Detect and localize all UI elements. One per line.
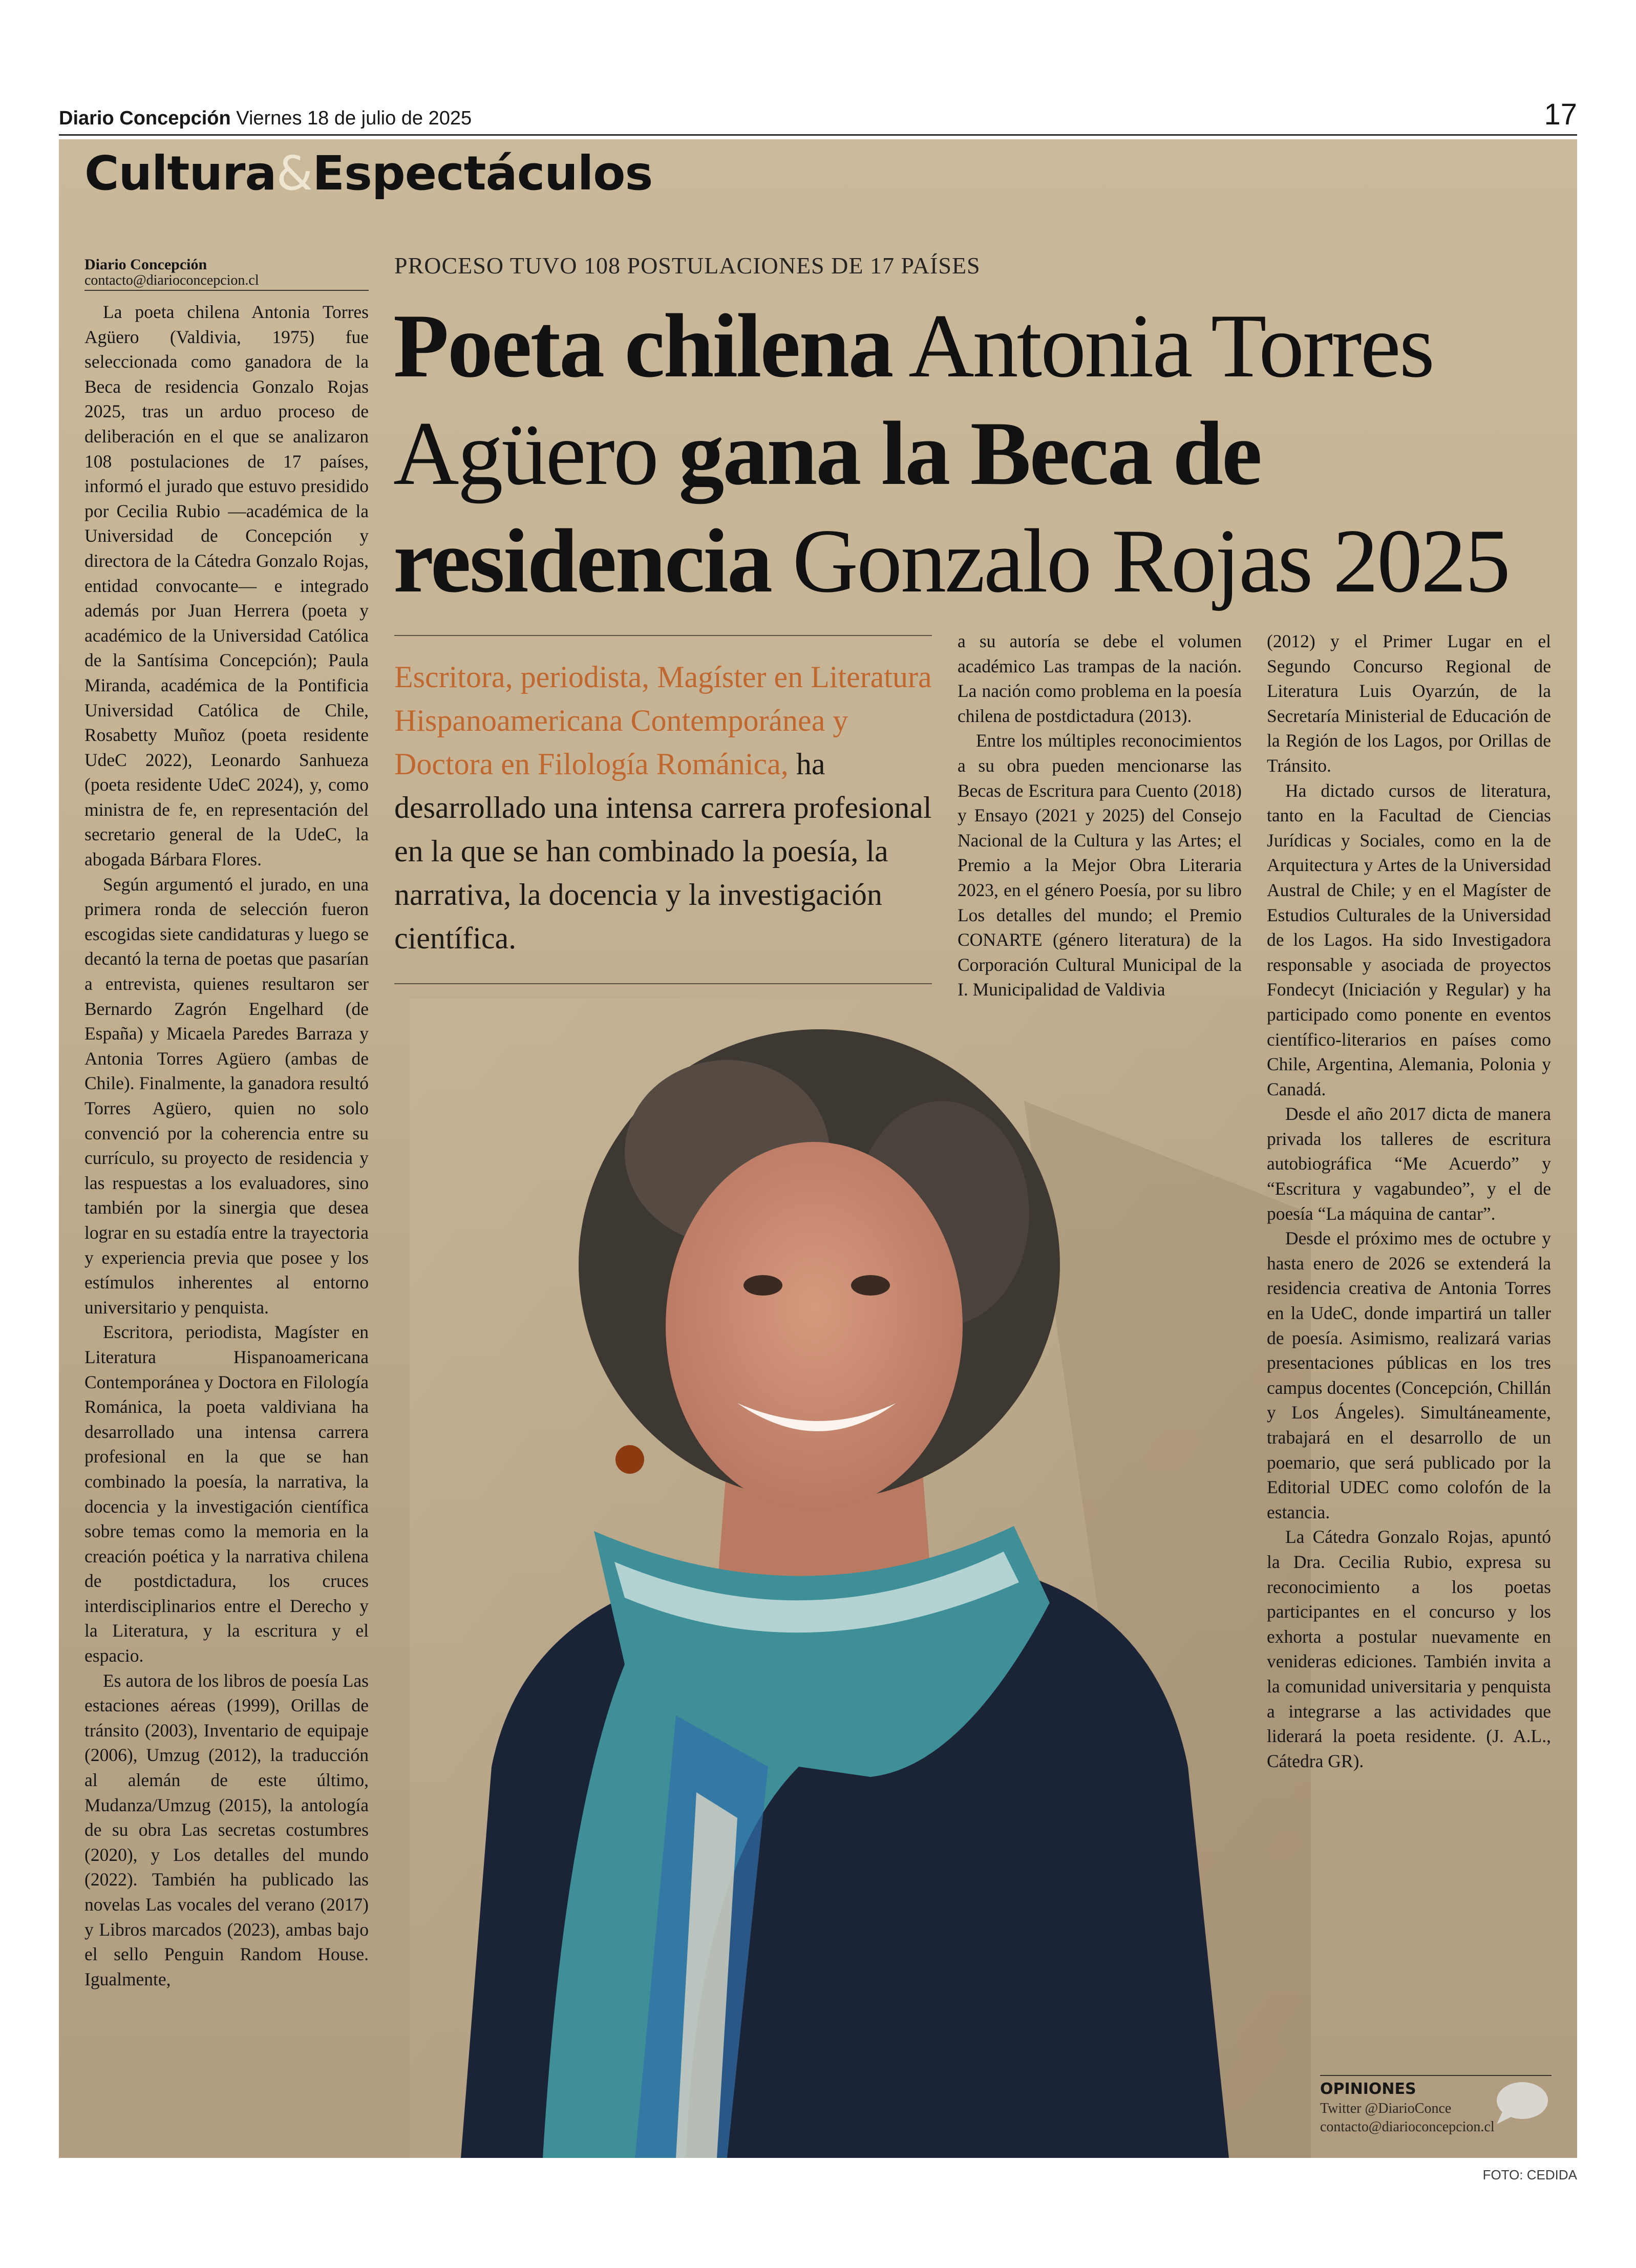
paragraph: a su autoría se debe el volumen académico Las trampas de la nación. La nación como problema en la poesía chilena de postdictadura (2013). (958, 631, 1242, 726)
byline-email: contacto@diarioconcepcion.cl (84, 272, 259, 288)
deck-highlight: Escritora, periodista, Magíster en Literatura Hispanoamericana Contemporánea y Doctora en Filología Románica, (394, 660, 932, 781)
paragraph: La Cátedra Gonzalo Rojas, apuntó la Dra. Cecilia Rubio, expresa su reconocimiento a los poetas participantes en el concurso y los exhorta a postular nuevamente en venideras ediciones. También invita a la comunidad universitaria y penquista a integrarse a las actividades que liderará la poeta residente. (J. A.L., Cátedra GR). (1267, 1527, 1551, 1771)
opiniones-divider (1320, 2075, 1552, 2076)
headline-bold-2: gana la Beca de residencia (393, 402, 1261, 611)
deck-bottom-rule (394, 983, 932, 984)
paragraph: (2012) y el Primer Lugar en el Segundo Concurso Regional de Literatura Luis Oyarzún, de la Secretaría Ministerial de Educación de la Región de los Lagos, por Orillas de Tránsito. (1267, 631, 1551, 776)
kicker: PROCESO TUVO 108 POSTULACIONES DE 17 PAÍSES (394, 252, 981, 279)
byline-divider (84, 290, 369, 291)
body-column-4 (1267, 629, 1551, 1965)
photo-caption: FOTO: CEDIDA (1482, 2167, 1577, 2182)
publication-name: Diario Concepción (59, 108, 231, 129)
publication-date: Viernes 18 de julio de 2025 (236, 108, 472, 129)
section-title (84, 146, 652, 201)
paragraph: Escritora, periodista, Magíster en Literatura Hispanoamericana Contemporánea y Doctora en Filología Románica, la poeta valdiviana ha desarrollado una intensa carrera profesional en la que se han combinado la poesía, la narrativa, la docencia y la investigación científica sobre temas como la memoria en la creación poética y la narrativa chilena de postdictadura, los cruces interdisciplinarios entre el Derecho y la Literatura, y la escritura y el espacio. (84, 1322, 369, 1666)
opiniones-email[interactable]: contacto@diarioconcepcion.cl (1320, 2119, 1495, 2135)
body-column-3 (958, 629, 1242, 1059)
paragraph: Desde el próximo mes de octubre y hasta enero de 2026 se extenderá la residencia creativa de Antonia Torres en la UdeC, donde impartirá un taller de poesía. Asimismo, realizará varias presentaciones públicas en los tres campus docentes (Concepción, Chillán y Los Ángeles). Simultáneamente, trabajará en el desarrollo de un poemario, que será publicado por la Editorial UDEC como colofón de la estancia. (1267, 1228, 1551, 1522)
paragraph: Entre los múltiples reconocimientos a su obra pueden mencionarse las Becas de Escritura para Cuento (2018) y Ensayo (2021 y 2025) del Consejo Nacional de la Cultura y las Artes; el Premio a la Mejor Obra Literaria 2023, en el género Poesía, por su libro Los detalles del mundo; el Premio CONARTE (género literatura) de la Corporación Cultural Municipal de la I. Municipalidad de Valdivia (958, 730, 1242, 1000)
masthead-line (59, 108, 472, 130)
paragraph: Es autora de los libros de poesía Las estaciones aéreas (1999), Orillas de tránsito (2003), Inventario de equipaje (2006), Umzug (2012), la traducción al alemán de este último, Mudanza/Umzug (2015), la antología de su obra Las secretas costumbres (2020), y Los detalles del mundo (2022). También ha publicado las novelas Las vocales del verano (2017) y Libros marcados (2023), ambas bajo el sello Penguin Random House. Igualmente, (84, 1670, 369, 1989)
deck-top-rule (394, 635, 932, 636)
section-title-part2: Espectáculos (312, 146, 653, 201)
paragraph: Ha dictado cursos de literatura, tanto en la Facultad de Ciencias Jurídicas y Sociales, como en la de Arquitectura y Artes de la Universidad Austral de Chile; y en el Magíster de Estudios Culturales de la Universidad de los Lagos. Ha sido Investigadora responsable y asociada de proyectos Fondecyt (Iniciación y Regular) y ha participado como ponente en eventos científico-literarios en países como Chile, Argentina, Alemania, Polonia y Canadá. (1267, 780, 1551, 1099)
deck (394, 655, 932, 960)
paragraph: Desde el año 2017 dicta de manera privada los talleres de escritura autobiográfica “Me Acuerdo” y “Escritura y vagabundeo”, y el de poesía “La máquina de cantar”. (1267, 1104, 1551, 1224)
paragraph: Según argumentó el jurado, en una primera ronda de selección fueron escogidas siete candidaturas y luego se decantó la terna de poetas que pasarían a entrevista, quienes resultaron ser Bernardo Zagrón Engelhard (de España) y Micaela Paredes Barraza y Antonia Torres Agüero (ambas de Chile). Finalmente, la ganadora resultó Torres Agüero, quien no solo convenció por la coherencia entre su currículo, su proyecto de residencia y las respuestas a los evaluadores, sino también por la sinergia que desea lograr en su estadía entre la trayectoria y experiencia previa que posee y los estímulos inherentes al entorno universitario y penquista. (84, 874, 369, 1318)
headline-bold-1: Poeta chilena (393, 295, 893, 396)
page-number: 17 (1544, 98, 1577, 131)
headline-light-2: Gonzalo Rojas 2025 (771, 510, 1509, 611)
header-divider (59, 134, 1577, 136)
body-column-1 (84, 300, 369, 2082)
headline (393, 292, 1566, 614)
speech-bubble-icon (1493, 2080, 1549, 2126)
section-title-part1: Cultura (84, 146, 277, 201)
paragraph: La poeta chilena Antonia Torres Agüero (Valdivia, 1975) fue seleccionada como ganadora de la Beca de residencia Gonzalo Rojas 2025, tras un arduo proceso de deliberación en el que se analizaron 108 postulaciones de 17 países, informó el jurado que estuvo presidido por Cecilia Rubio —académica de la Universidad de Concepción y directora de la Cátedra Gonzalo Rojas, entidad convocante— e integrado además por Juan Herrera (poeta y académico de la Universidad Católica de la Santísima Concepción); Paula Miranda, académica de la Pontificia Universidad Católica de Chile, Rosabetty Muñoz (poeta residente UdeC 2022), Leonardo Sanhueza (poeta residente UdeC 2024), y, como ministra de fe, en representación del secretario general de la UdeC, la abogada Bárbara Flores. (84, 302, 369, 870)
byline-name: Diario Concepción (84, 256, 207, 273)
section-ampersand: & (276, 146, 313, 201)
portrait-photo (410, 999, 1311, 2158)
deck-rest: ha desarrollado una intensa carrera profesional en la que se han combinado la poesía, la narrativa, la docencia y la investigación científica. (394, 747, 932, 955)
headline-light-1: Antonia Torres Agüero (393, 295, 1433, 504)
opiniones-title: OPINIONES (1320, 2080, 1416, 2098)
opiniones-twitter[interactable]: Twitter @DiarioConce (1320, 2101, 1452, 2116)
